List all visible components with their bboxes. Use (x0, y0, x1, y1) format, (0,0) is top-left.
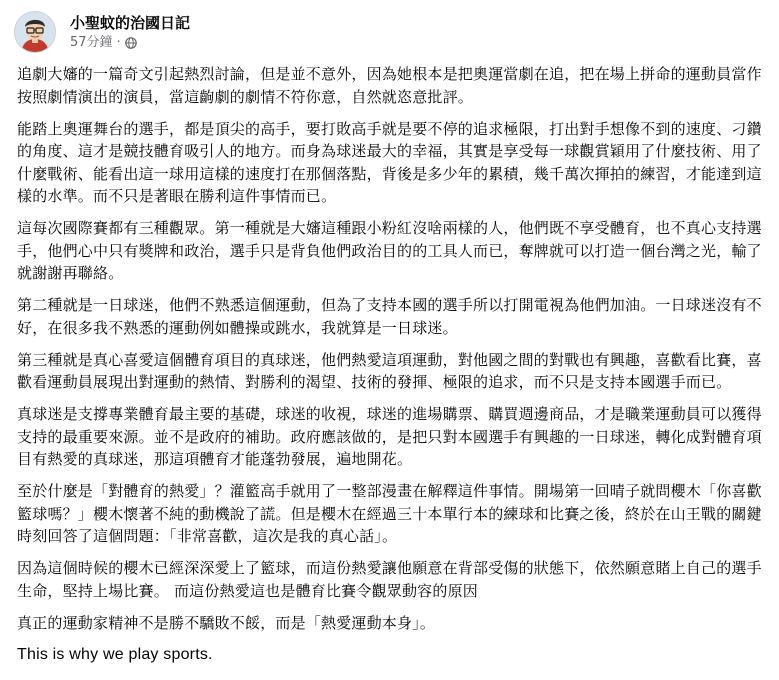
post-subline (70, 34, 190, 52)
post-meta (70, 13, 190, 52)
paragraph-6: 真球迷是支撐專業體育最主要的基礎，球迷的收視，球迷的進場購票、購買週邊商品，才是職業運動員可以獲得支持的最重要來源。並不是政府的補助。政府應該做的，是把只對本國選手有興趣的一日球迷，轉化成對體育項目有熱愛的真球迷，那這項體育才能蓬勃發展，遍地開花。 (17, 405, 762, 468)
paragraph-3: 這每次國際賽都有三種觀眾。第一種就是大嬸這種跟小粉紅沒啥兩樣的人，他們既不享受體育，也不真心支持選手，他們心中只有獎牌和政治，選手只是背負他們政治目的的工具人而已，奪牌就可以打造一個台灣之光，輸了就謝謝再聯絡。 (17, 219, 762, 282)
paragraph-1: 追劇大嬸的一篇奇文引起熱烈討論，但是並不意外，因為她根本是把奧運當劇在追，把在場上拼命的運動員當作按照劇情演出的演員，當這齣劇的劇情不符你意，自然就恣意批評。 (17, 65, 762, 106)
paragraph-5: 第三種就是真心喜愛這個體育項目的真球迷，他們熱愛這項運動，對他國之間的對戰也有興趣，喜歡看比賽，喜歡看運動員展現出對運動的熱情、對勝利的渴望、技術的發揮、極限的追求，而不只是支持本國選手而已。 (17, 350, 762, 391)
avatar[interactable] (14, 11, 56, 53)
paragraph-4: 第二種就是一日球迷，他們不熟悉這個運動，但為了支持本國的選手所以打開電視為他們加油。一日球迷沒有不好，在很多我不熟悉的運動例如體操或跳水，我就算是一日球迷。 (17, 296, 762, 337)
post-header (14, 6, 190, 58)
post-timestamp[interactable]: 57分鐘 (70, 34, 113, 50)
page-name[interactable]: 小聖蚊的治國日記 (70, 13, 191, 32)
avatar-image (15, 12, 55, 52)
post-body (17, 63, 765, 676)
paragraph-10: This is why we play sports. (17, 645, 213, 663)
paragraph-8: 因為這個時候的櫻木已經深深愛上了籃球，而這份熱愛讓他願意在背部受傷的狀態下，依然願意賭上自己的選手生命，堅持上場比賽。 而這份熱愛這也是體育比賽令觀眾動容的原因 (17, 559, 762, 600)
paragraph-7: 至於什麼是「對體育的熱愛」？灌籃高手就用了一整部漫畫在解釋這件事情。開場第一回晴子就問櫻木「你喜歡籃球嗎？」櫻木懷著不純的動機說了謊。但是櫻木在經過三十本單行本的練球和比賽之後，終於在山王戰的關鍵時刻回答了這個問題：「非常喜歡，這次是我的真心話」。 (17, 482, 762, 545)
separator-dot: · (116, 34, 121, 50)
paragraph-2: 能踏上奧運舞台的選手，都是頂尖的高手，要打敗高手就是要不停的追求極限，打出對手想像不到的速度、刁鑽的角度、這才是競技體育吸引人的地方。而身為球迷最大的幸福，其實是享受每一球觀賞穎用了什麼技術、用了什麼戰術、能看出這一球用這樣的速度打在那個落點，背後是多少年的累積，幾千萬次揮拍的練習，才能達到這樣的水準。而不只是著眼在勝利這件事情而已。 (17, 119, 762, 205)
paragraph-9: 真正的運動家精神不是勝不驕敗不餒，而是「熱愛運動本身」。 (17, 613, 436, 632)
globe-icon (125, 37, 137, 49)
